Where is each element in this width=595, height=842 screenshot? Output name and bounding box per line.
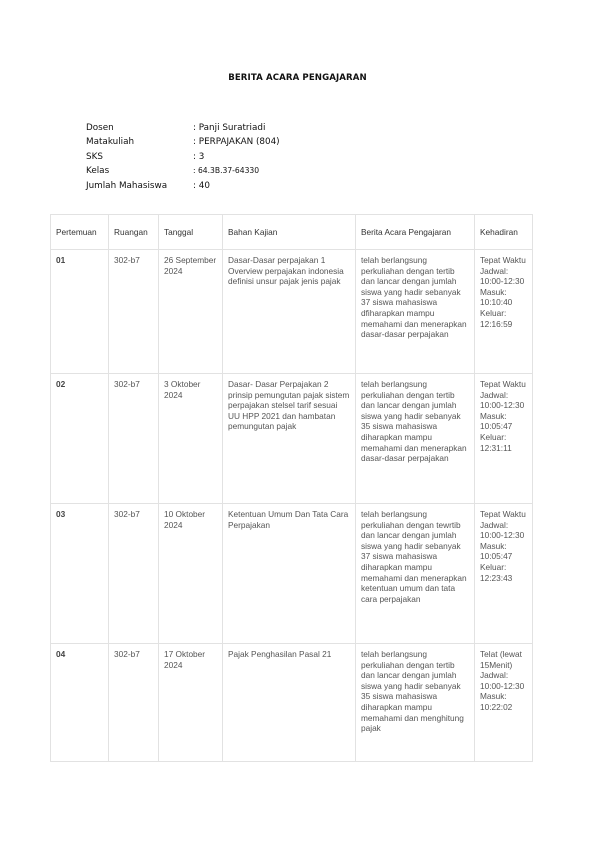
header-tanggal: Tanggal bbox=[159, 215, 223, 250]
teaching-record-table bbox=[50, 214, 533, 762]
cell-pertemuan: 02 bbox=[51, 374, 109, 504]
cell-bahan-kajian: Dasar- Dasar Perpajakan 2 prinsip pemungutan pajak sistem perpajakan stelsel tarif sesuai UU HPP 2021 dan hambatan pemungutan pajak bbox=[223, 374, 356, 504]
info-row-jumlah-mahasiswa bbox=[86, 179, 280, 193]
info-row-sks bbox=[86, 150, 280, 164]
info-label: SKS bbox=[86, 151, 103, 162]
cell-berita-acara: telah berlangsung perkuliahan dengan tertib dan lancar dengan jumlah siswa yang hadir sebanyak 35 siswa mahasiswa diharapkan mampu memahami dan menerapkan dasar-dasar perpajakan bbox=[356, 374, 475, 504]
cell-ruangan: 302-b7 bbox=[109, 250, 159, 374]
cell-pertemuan: 03 bbox=[51, 504, 109, 644]
cell-pertemuan: 04 bbox=[51, 644, 109, 762]
cell-berita-acara: telah berlangsung perkuliahan dengan tertib dan lancar dengan jumlah siswa yang hadir sebanyak 37 siswa mahasiswa dfiharapkan mampu memahami dan menerapkan dasar-dasar perpajakan bbox=[356, 250, 475, 374]
info-row-dosen bbox=[86, 121, 280, 135]
table-row bbox=[51, 644, 533, 762]
cell-bahan-kajian: Ketentuan Umum Dan Tata Cara Perpajakan bbox=[223, 504, 356, 644]
cell-tanggal: 3 Oktober 2024 bbox=[159, 374, 223, 504]
cell-bahan-kajian: Pajak Penghasilan Pasal 21 bbox=[223, 644, 356, 762]
course-info bbox=[86, 121, 280, 193]
header-bahan-kajian: Bahan Kajian bbox=[223, 215, 356, 250]
cell-bahan-kajian: Dasar-Dasar perpajakan 1 Overview perpajakan indonesia definisi unsur pajak jenis pajak bbox=[223, 250, 356, 374]
cell-kehadiran: Telat (lewat 15Menit) Jadwal: 10:00-12:30 Masuk: 10:22:02 bbox=[475, 644, 533, 762]
table-row bbox=[51, 250, 533, 374]
info-label: Dosen bbox=[86, 123, 114, 133]
cell-pertemuan: 01 bbox=[51, 250, 109, 374]
table-row bbox=[51, 374, 533, 504]
info-label: Kelas bbox=[86, 166, 110, 177]
cell-ruangan: 302-b7 bbox=[109, 504, 159, 644]
document-title: BERITA ACARA PENGAJARAN bbox=[228, 73, 367, 83]
attendance-table-wrapper bbox=[50, 214, 532, 762]
info-label: Matakuliah bbox=[86, 137, 135, 148]
header-pertemuan: Pertemuan bbox=[51, 215, 109, 250]
cell-tanggal: 10 Oktober 2024 bbox=[159, 504, 223, 644]
cell-tanggal: 26 September 2024 bbox=[159, 250, 223, 374]
cell-tanggal: 17 Oktober 2024 bbox=[159, 644, 223, 762]
header-berita-acara: Berita Acara Pengajaran bbox=[356, 215, 475, 250]
cell-berita-acara: telah berlangsung perkuliahan dengan tewrtib dan lancar dengan jumlah siswa yang hadir sebanyak 37 siswa mahasiswa diharapkan mampu memahami dan menerapkan ketentuan umum dan tata cara perpajakan bbox=[356, 504, 475, 644]
cell-kehadiran: Tepat Waktu Jadwal: 10:00-12:30 Masuk: 10:05:47 Keluar: 12:31:11 bbox=[475, 374, 533, 504]
header-ruangan: Ruangan bbox=[109, 215, 159, 250]
cell-ruangan: 302-b7 bbox=[109, 374, 159, 504]
info-value: : PERPAJAKAN (804) bbox=[193, 137, 280, 148]
cell-kehadiran: Tepat Waktu Jadwal: 10:00-12:30 Masuk: 10:10:40 Keluar: 12:16:59 bbox=[475, 250, 533, 374]
header-kehadiran: Kehadiran bbox=[475, 215, 533, 250]
info-row-kelas bbox=[86, 164, 280, 178]
info-label: Jumlah Mahasiswa bbox=[86, 180, 168, 191]
table-header-row bbox=[51, 215, 533, 250]
cell-berita-acara: telah berlangsung perkuliahan dengan tertib dan lancar dengan jumlah siswa yang hadir sebanyak 35 siswa mahasiswa diharapkan mampu memahami dan menghitung pajak bbox=[356, 644, 475, 762]
info-value: : Panji Suratriadi bbox=[193, 123, 266, 133]
info-row-matakuliah bbox=[86, 135, 280, 149]
info-value: : 3 bbox=[193, 151, 205, 162]
info-value: : 40 bbox=[193, 180, 210, 191]
cell-ruangan: 302-b7 bbox=[109, 644, 159, 762]
table-row bbox=[51, 504, 533, 644]
cell-kehadiran: Tepat Waktu Jadwal: 10:00-12:30 Masuk: 10:05:47 Keluar: 12:23:43 bbox=[475, 504, 533, 644]
info-value: : 64.3B.37-64330 bbox=[193, 166, 260, 176]
